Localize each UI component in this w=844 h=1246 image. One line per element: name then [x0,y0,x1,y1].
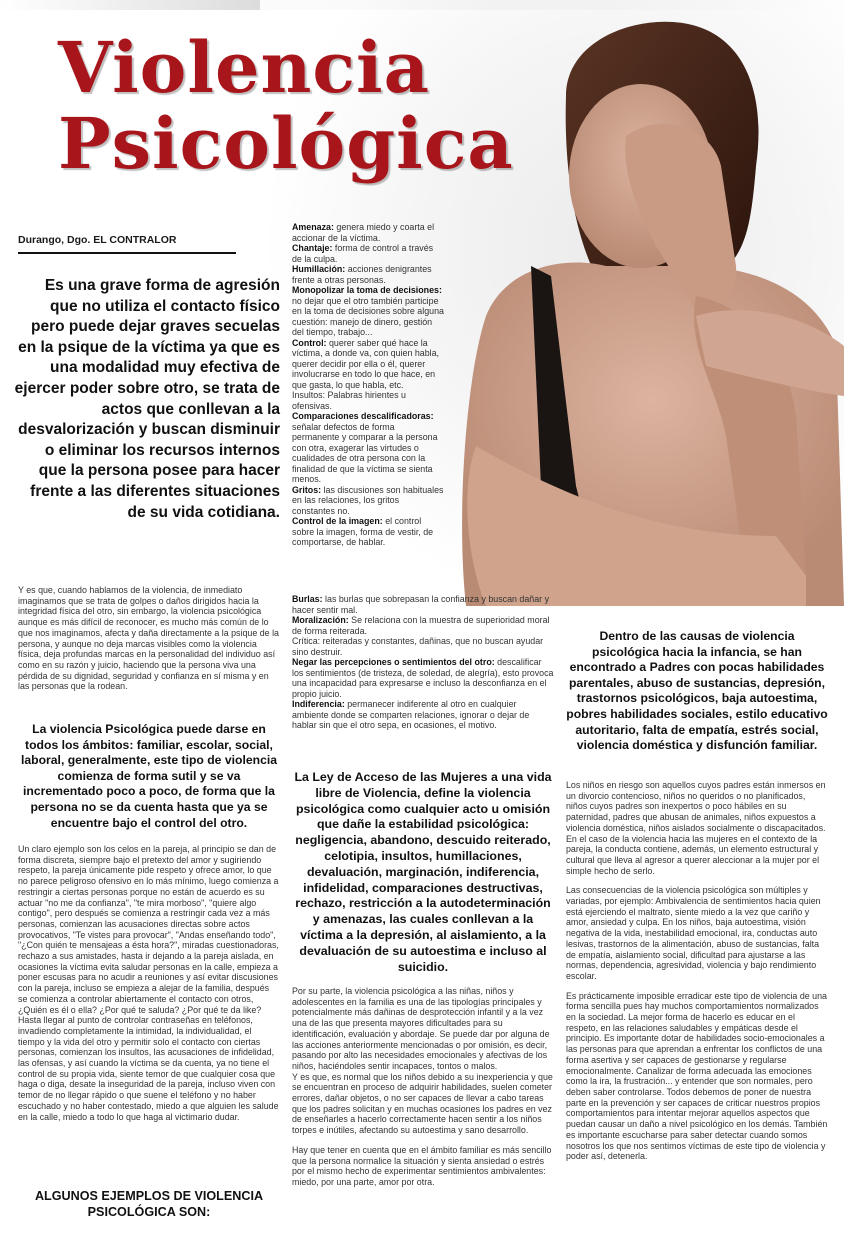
byline-place: Durango, Dgo. [18,234,91,246]
body-paragraph-3 [292,986,554,1188]
example-item: Moralización: Se relaciona con la muestra de superioridad moral de forma reiterada. [292,615,550,636]
title-line-1: Violencia [58,26,430,109]
woman-photo [446,16,844,606]
example-item: Chantaje: forma de control a través de la culpa. [292,243,434,264]
example-item: Comparaciones descalificadoras: señalar defectos de forma permanente y comparar a la persona con otra, exagerar las virtudes o cualidades de otra persona con la finalidad de que la víctima se sienta menos. [292,411,438,484]
photo-caption: Dentro de las causas de violencia psicológica hacia la infancia, se han encontrado a Padres con pocas habilidades parentales, abuso de sustancias, depresión, trastornos psicológicos, baja autoestima, pobres habilidades sociales, estilo educativo autoritario, falta de empatía, estrés social, violencia doméstica y disfunción familiar. [566,629,828,753]
para-4b: Las consecuencias de la violencia psicológica son múltiples y variadas, por ejemplo: Ambivalencia de sentimientos hacia quien está ejerciendo el maltrato, siente miedo a la vez que cariño y amor, ansiedad y culpa. En los niños, baja autoestima, visión negativa de la vida, inestabilidad emocional, ira, conductas auto lesivas, trastornos de la alimentación, abuso de sustancias, falta de empatía, aislamiento social, dificultad para ajustarse a las normas, dependencia, agresividad, violencia y bajo rendimiento escolar. [566,885,821,981]
example-item: Crítica: reiteradas y constantes, dañinas, que no buscan ayudar sino destruir. [292,636,544,657]
example-item: Monopolizar la toma de decisiones: no dejar que el otro también participe en la toma de decisiones sobre alguna cuestión: manejo de dinero, gestión del tiempo, trabajo... [292,285,444,337]
para-3c: Hay que tener en cuenta que en el ámbito familiar es más sencillo que la persona normalice la situación y sienta ansiedad o estrés por el mismo hecho de experimentar sentimientos ambivalentes: miedo, por una parte, amor por otra. [292,1144,552,1187]
example-item: Burlas: las burlas que sobrepasan la confianza y buscan dañar y hacer sentir mal. [292,594,550,615]
example-item: Control de la imagen: el control sobre la imagen, forma de vestir, de comportarse, de hablar. [292,516,434,547]
body-paragraph-1: Y es que, cuando hablamos de la violencia, de inmediato imaginamos que se trata de golpes o daños dirigidos hacia la integridad física del otro, sin embargo, la violencia psicológica aunque es más difícil de reconocer, es mucho más común de lo que nos imaginamos, afecta y daña directamente a la psique de la persona, y aunque no deja marcas visibles como la violencia física, deja profundas marcas en la personalidad del individuo así como en su razón y juicio, haciendo que la persona viva una pérdida de su dignidad, seguridad y confianza en sí misma y en las personas que la rodean. [18,585,279,692]
examples-heading: ALGUNOS EJEMPLOS DE VIOLENCIA PSICOLÓGICA SON: [34,1189,264,1219]
para-4a: Los niños en riesgo son aquellos cuyos padres están inmersos en un divorcio contencioso, niños no queridos o no planificados, niños cuyos padres son inexpertos o poco hábiles en su paternidad, padres que abusan de animales, niños expuestos a violencia doméstica, niños aislados socialmente o discapacitados. En el caso de la violencia hacia las mujeres en el contexto de la pareja, la conducta contiene, además, un elemento estructural y cultural que lleva al agresor a querer aleccionar a la mujer por el simple hecho de serlo. [566,780,826,876]
para-3b: Y es que, es normal que los niños debido a su inexperiencia y que se encuentran en proceso de adquirir habilidades, suelen cometer errores, dañar objetos, o no ser capaces de llevar a cabo tareas que los padres solicitan y en muchas ocasiones los padres en vez de enseñarles a hacerlo correctamente hacen sentir a los niños torpes e inútiles, afectando su autoestima y sano desarrollo. [292,1071,553,1136]
example-item: Amenaza: genera miedo y coarta el accionar de la víctima. [292,222,435,243]
title-line-2: Psicológica [58,102,514,185]
body-paragraph-4 [566,780,828,1171]
example-item: Humillación: acciones denigrantes frente a otras personas. [292,264,432,285]
example-item: Gritos: las discusiones son habituales en las relaciones, los gritos constantes no. [292,484,444,516]
lead-paragraph: Es una grave forma de agresión que no utiliza el contacto físico pero puede dejar graves secuelas en la psique de la víctima ya que es una modalidad muy efectiva de ejercer poder sobre otro, se trata de actos que conllevan a la desvalorización y buscan disminuir o eliminar los recursos internos que la persona posee para hacer frente a las diferentes situaciones de su vida cotidiana. [14,277,280,521]
byline-outlet: EL CONTRALOR [93,234,177,246]
example-item: Negar las percepciones o sentimientos del otro: descalificar los sentimientos (de tristeza, de soledad, de alegría), esto provoca una incapacidad para expresarse e incluso la desconfianza en el propio juicio. [292,657,554,699]
para-4c: Es prácticamente imposible erradicar este tipo de violencia de una forma sencilla pues hay muchos comportamientos normalizados en la sociedad. La mejor forma de hacerlo es educar en el respeto, en las relaciones saludables y empáticas desde el principio. Es importante dotar de habilidades socio-emocionales a las personas para que aprendan a enfrentar los conflictos de una forma asertiva y ser capaces de gestionarse y regularse emocionalmente. Canalizar de forma adecuada las emociones como la ira, la frustración... y entender que son normales, pero deben saber controlarse. Todos debemos de poner de nuestra parte en la prevención y ser capaces de criticar nuestros propios comportamientos para intentar mejorar aquellos aspectos que puedan causar un daño a nivel psicológico en los demás. También es importante escucharse para saber detectar cuando somos nosotros los que nos sentimos víctimas de este tipo de violencia y poder así, detenerla. [566,990,828,1162]
byline [18,234,236,254]
example-item: Insultos: Palabras hirientes u ofensivas. [292,390,406,411]
examples-list-wide [292,594,554,731]
law-definition-heading: La Ley de Acceso de las Mujeres a una vida libre de Violencia, define la violencia psicológica como cualquier acto u omisión que dañe la estabilidad psicológica: negligencia, abandono, descuido reiterado, celotipia, insultos, humillaciones, devaluación, marginación, indiferencia, infidelidad, comparaciones destructivas, rechazo, restricción a la autodeterminación y amenazas, las cuales conllevan a la víctima a la depresión, al aislamiento, a la devaluación de su autoestima e incluso al suicidio. [294,770,552,974]
examples-list [292,222,444,548]
para-3a: Por su parte, la violencia psicológica a las niñas, niños y adolescentes en la familia es una de las tipologías principales y potencialmente más dañinas de desprotección infantil y a la vez una de las que presenta mayores dificultades para su identificación, evaluación y abordaje. Se puede dar por alguna de las acciones anteriormente mencionadas o por omisión, es decir, pasando por alto las necesidades emocionales y afectivas de los niños, haciéndoles sentir incapaces, tontos o malos. [292,986,550,1071]
example-item: Control: querer saber qué hace la víctima, a donde va, con quien habla, querer decidir por ella o él, querer involucrarse en todo lo que hace, en que gasta, lo que habla, etc. [292,337,440,390]
subheading-1: La violencia Psicológica puede darse en todos los ámbitos: familiar, escolar, social, laboral, generalmente, este tipo de violencia comienza de forma sutil y se va incrementado poco a poco, de forma que la persona no se da cuenta hasta que ya se encuentre bajo el control del otro. [20,722,278,830]
body-paragraph-2: Un claro ejemplo son los celos en la pareja, al principio se dan de forma discreta, siempre bajo el pretexto del amor y sugiriendo respeto, la pareja únicamente pide respeto y ofrece amor, lo que no parece peligroso ofensivo en lo más mínimo, luego comienza a restringir a ciertas personas porque no están de acuerdo es su actuar "no me da confianza", "te mira morboso", "quiere algo contigo", pero después se comienza a restringir cada vez a más personas, comienzan las acusaciones directas sobre actos provocativos, "Te vistes para provocar", "Andas enseñando todo", "¿Con quién te mensajeas a ésta hora?", miradas cuestionadoras, rechazo a sus amistades, hasta ir dejando a la pareja aislada, en ocasiones la víctima evita saludar personas en la calle, empieza a poner escusas para no acudir a reuniones y así evitar discusiones con la pareja, incluso se empieza a alejar de la familia, después se comienza a controlar abiertamente el contacto con otros, ¿Quién es él o ella? ¿Por qué te saluda? ¿Por qué te da like? Hasta llegar al punto de controlar contraseñas en teléfonos, invadiendo completamente la intimidad, la individualidad, el tiempo y la vida del otro y permitir solo el contacto con ciertas personas, comienzan los insultos, las acusaciones de infidelidad, las ofensas, y así cuando la víctima se da cuenta, ya no tiene el control de su propia vida, siente temor de que cualquier cosa que haga o diga, desate la inseguridad de la pareja, incluso viven con temor de no llegar rápido o que suene el teléfono y no haber escuchado y no haber contestado, miedo a que alguien les salude en la calle, miedo a todo lo que haga al victimario dudar. [18,844,279,1122]
example-item: Indiferencia: permanecer indiferente al otro en cualquier ambiente donde se comparten relaciones, ignorar o dejar de hablar sin que el otro sepa, en ocasiones, el motivo. [292,699,530,730]
